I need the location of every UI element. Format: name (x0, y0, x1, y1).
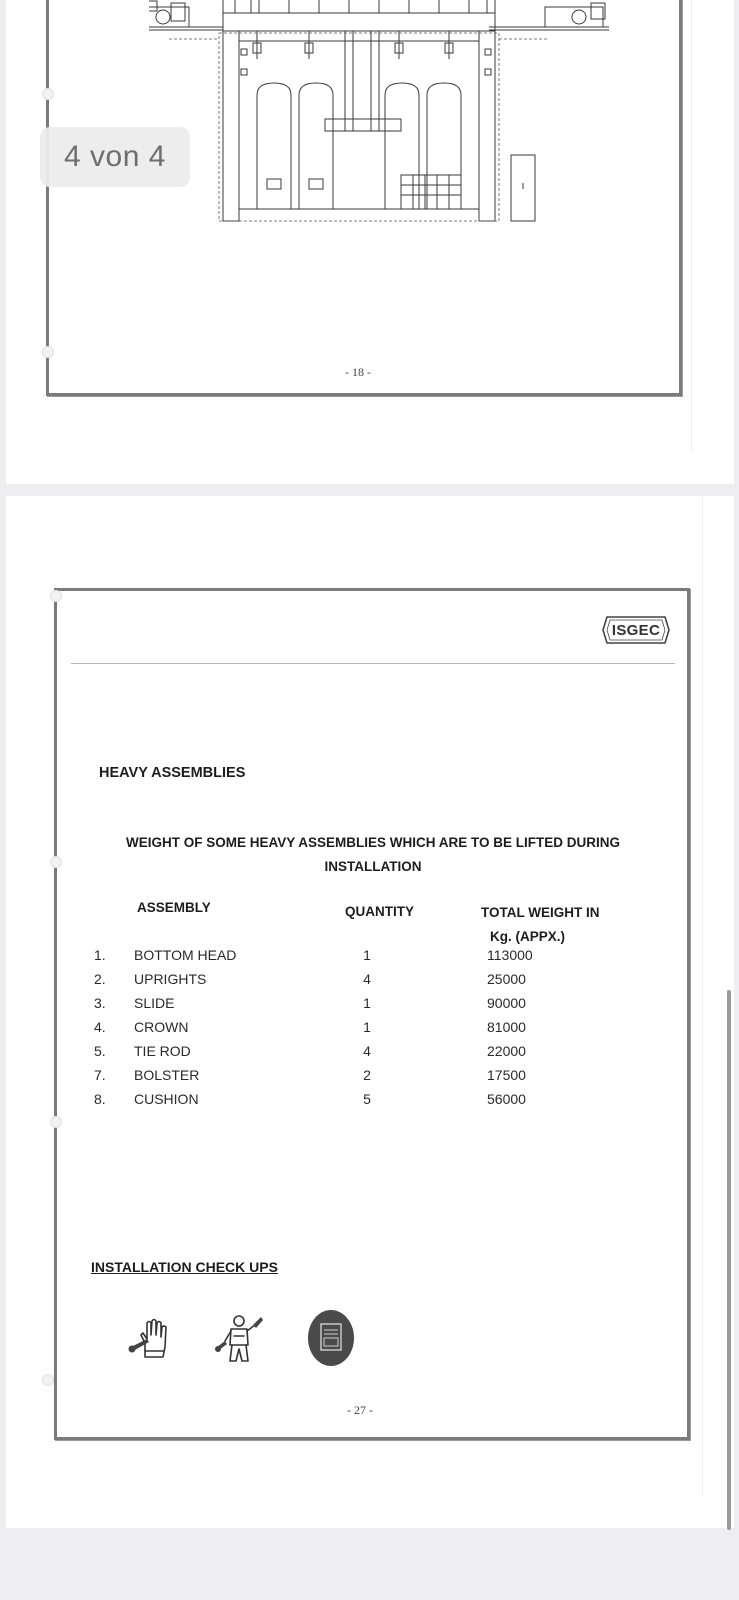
column-header-quantity: QUANTITY (345, 904, 414, 919)
row-assembly: TIE ROD (134, 1043, 191, 1059)
isgec-logo (601, 613, 671, 652)
row-assembly: CUSHION (134, 1091, 199, 1107)
row-number: 8. (94, 1091, 106, 1107)
document-page-18 (6, 0, 734, 484)
row-quantity: 1 (363, 995, 371, 1011)
binder-hole (50, 856, 62, 868)
row-weight: 17500 (487, 1067, 526, 1083)
row-quantity: 4 (363, 1043, 371, 1059)
row-quantity: 5 (363, 1091, 371, 1107)
row-quantity: 2 (363, 1067, 371, 1083)
row-weight: 90000 (487, 995, 526, 1011)
row-number: 1. (94, 947, 106, 963)
column-header-weight (481, 901, 631, 949)
binder-hole (50, 1116, 62, 1128)
row-weight: 22000 (487, 1043, 526, 1059)
row-assembly: CROWN (134, 1019, 189, 1035)
header-divider (71, 663, 675, 664)
page-number: - 27 - (347, 1403, 373, 1417)
weight-header-unit: Kg. (APPX.) (490, 929, 566, 944)
column-header-assembly: ASSEMBLY (137, 900, 211, 915)
row-number: 5. (94, 1043, 106, 1059)
weight-header-label: TOTAL WEIGHT IN (481, 905, 600, 920)
page-indicator: 4 von 4 (40, 127, 190, 187)
page-edge-shadow (702, 496, 703, 1496)
table-row (57, 1043, 657, 1065)
table-row (57, 1091, 657, 1113)
row-number: 7. (94, 1067, 106, 1083)
binder-hole (42, 88, 54, 100)
table-row (57, 1067, 657, 1089)
machine-elevation-drawing (149, 0, 619, 239)
binder-hole (42, 1374, 54, 1386)
row-assembly: UPRIGHTS (134, 971, 207, 987)
table-row (57, 971, 657, 993)
row-quantity: 1 (363, 947, 371, 963)
manual-book-icon (307, 1309, 355, 1367)
glove-wrench-icon (127, 1313, 177, 1363)
page-edge-shadow (691, 0, 692, 450)
page-number: - 18 - (345, 365, 371, 379)
row-assembly: BOLSTER (134, 1067, 200, 1083)
row-quantity: 4 (363, 971, 371, 987)
page-border (46, 0, 682, 396)
document-page-27 (6, 496, 734, 1528)
binder-hole (50, 590, 62, 602)
table-row (57, 1019, 657, 1041)
row-number: 3. (94, 995, 106, 1011)
page-title: HEAVY ASSEMBLIES (99, 765, 246, 781)
row-assembly: BOTTOM HEAD (134, 947, 237, 963)
logo-text: ISGEC (611, 621, 661, 639)
section-heading: INSTALLATION CHECK UPS (91, 1259, 278, 1275)
viewer-scrollbar[interactable] (727, 990, 731, 1530)
table-row (57, 947, 657, 969)
row-number: 2. (94, 971, 106, 987)
row-quantity: 1 (363, 1019, 371, 1035)
row-weight: 113000 (487, 947, 533, 963)
row-weight: 56000 (487, 1091, 526, 1107)
page-border (54, 588, 690, 1440)
worker-wrench-icon (215, 1313, 263, 1365)
row-number: 4. (94, 1019, 106, 1035)
binder-hole (42, 346, 54, 358)
page-subtitle: WEIGHT OF SOME HEAVY ASSEMBLIES WHICH ARE TO BE LIFTED DURING INSTALLATION (125, 835, 621, 874)
row-assembly: SLIDE (134, 995, 175, 1011)
row-weight: 81000 (487, 1019, 526, 1035)
table-row (57, 995, 657, 1017)
row-weight: 25000 (487, 971, 526, 987)
